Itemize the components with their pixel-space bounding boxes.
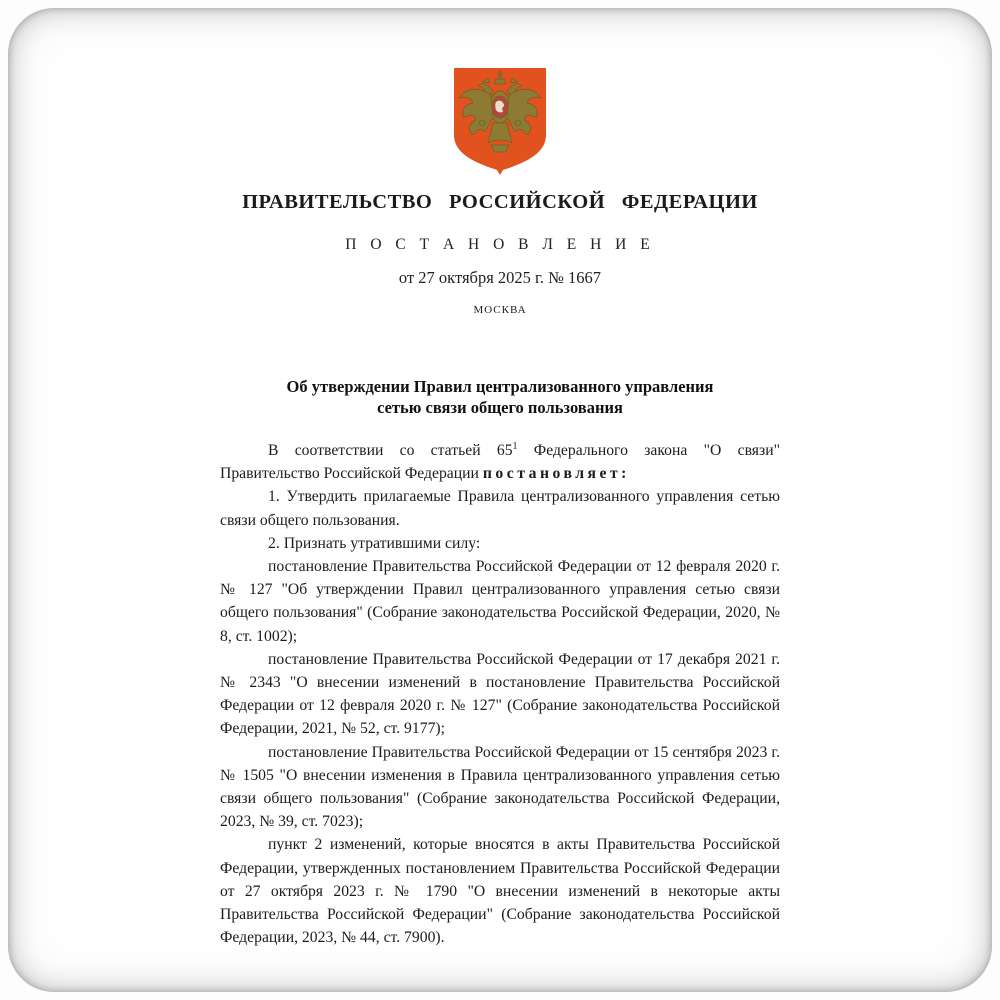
emphasized-text: постановляет: — [482, 465, 630, 483]
paragraph-text: В соответствии со статьей 65 — [268, 442, 513, 459]
paragraph — [220, 833, 780, 949]
paragraph-text: 2. Признать утратившими силу: — [268, 534, 481, 552]
paragraph-text: пункт 2 изменений, которые вносятся в акты Правительства Российской Федерации, утвержденных постановлением Правительства Российской Федерации от 27 октября 2023 г. № 1790 "О внесении изменений в некоторые акты Правительства Российской Федерации" (Собрание законодательства Российской Федерации, 2023, № 44, ст. 7900). — [220, 836, 780, 947]
paragraph-text: постановление Правительства Российской Федерации от 15 сентября 2023 г. № 1505 "О внесении изменения в Правила централизованного управления сетью связи общего пользования" (Собрание законодательства Российской Федерации, 2023, № 39, ст. 7023); — [220, 743, 780, 831]
document-title-line-1: Об утверждении Правил централизованного управления — [286, 377, 714, 396]
paragraph-text: 1. Утвердить прилагаемые Правила централизованного управления сетью связи общего пользования. — [220, 488, 780, 529]
city-label: МОСКВА — [473, 304, 527, 316]
superscript-text: 1 — [512, 440, 518, 452]
paragraph-text: постановление Правительства Российской Федерации от 17 декабря 2021 г. № 2343 "О внесении изменений в постановление Правительства Российской Федерации от 12 февраля 2020 г. № 127" (Собрание законодательства Российской Федерации, 2021, № 52, ст. 9177); — [220, 650, 780, 738]
paragraph — [220, 485, 780, 531]
paragraph — [220, 439, 780, 485]
paragraph — [220, 648, 780, 741]
paragraph — [220, 555, 780, 648]
document-title — [220, 376, 780, 418]
paragraph-text: Федерального закона "О связи" Правительство Российской Федерации — [220, 442, 780, 483]
paragraph — [220, 532, 780, 555]
paragraph — [220, 741, 780, 834]
russia-coat-of-arms-icon — [449, 65, 551, 177]
date-and-number: от 27 октября 2025 г. № 1667 — [398, 268, 602, 287]
document-body — [220, 439, 780, 949]
paragraph-text: постановление Правительства Российской Федерации от 12 февраля 2020 г. № 127 "Об утверждении Правил централизованного управления сетью связи общего пользования" (Собрание законодательства Российской Федерации, 2020, № 8, ст. 1002); — [220, 558, 780, 645]
government-name: ПРАВИТЕЛЬСТВО РОССИЙСКОЙ ФЕДЕРАЦИИ — [242, 191, 758, 213]
document-title-line-2: сетью связи общего пользования — [377, 398, 623, 417]
document-page — [8, 8, 992, 992]
document-type-label: П О С Т А Н О В Л Е Н И Е — [345, 236, 655, 253]
